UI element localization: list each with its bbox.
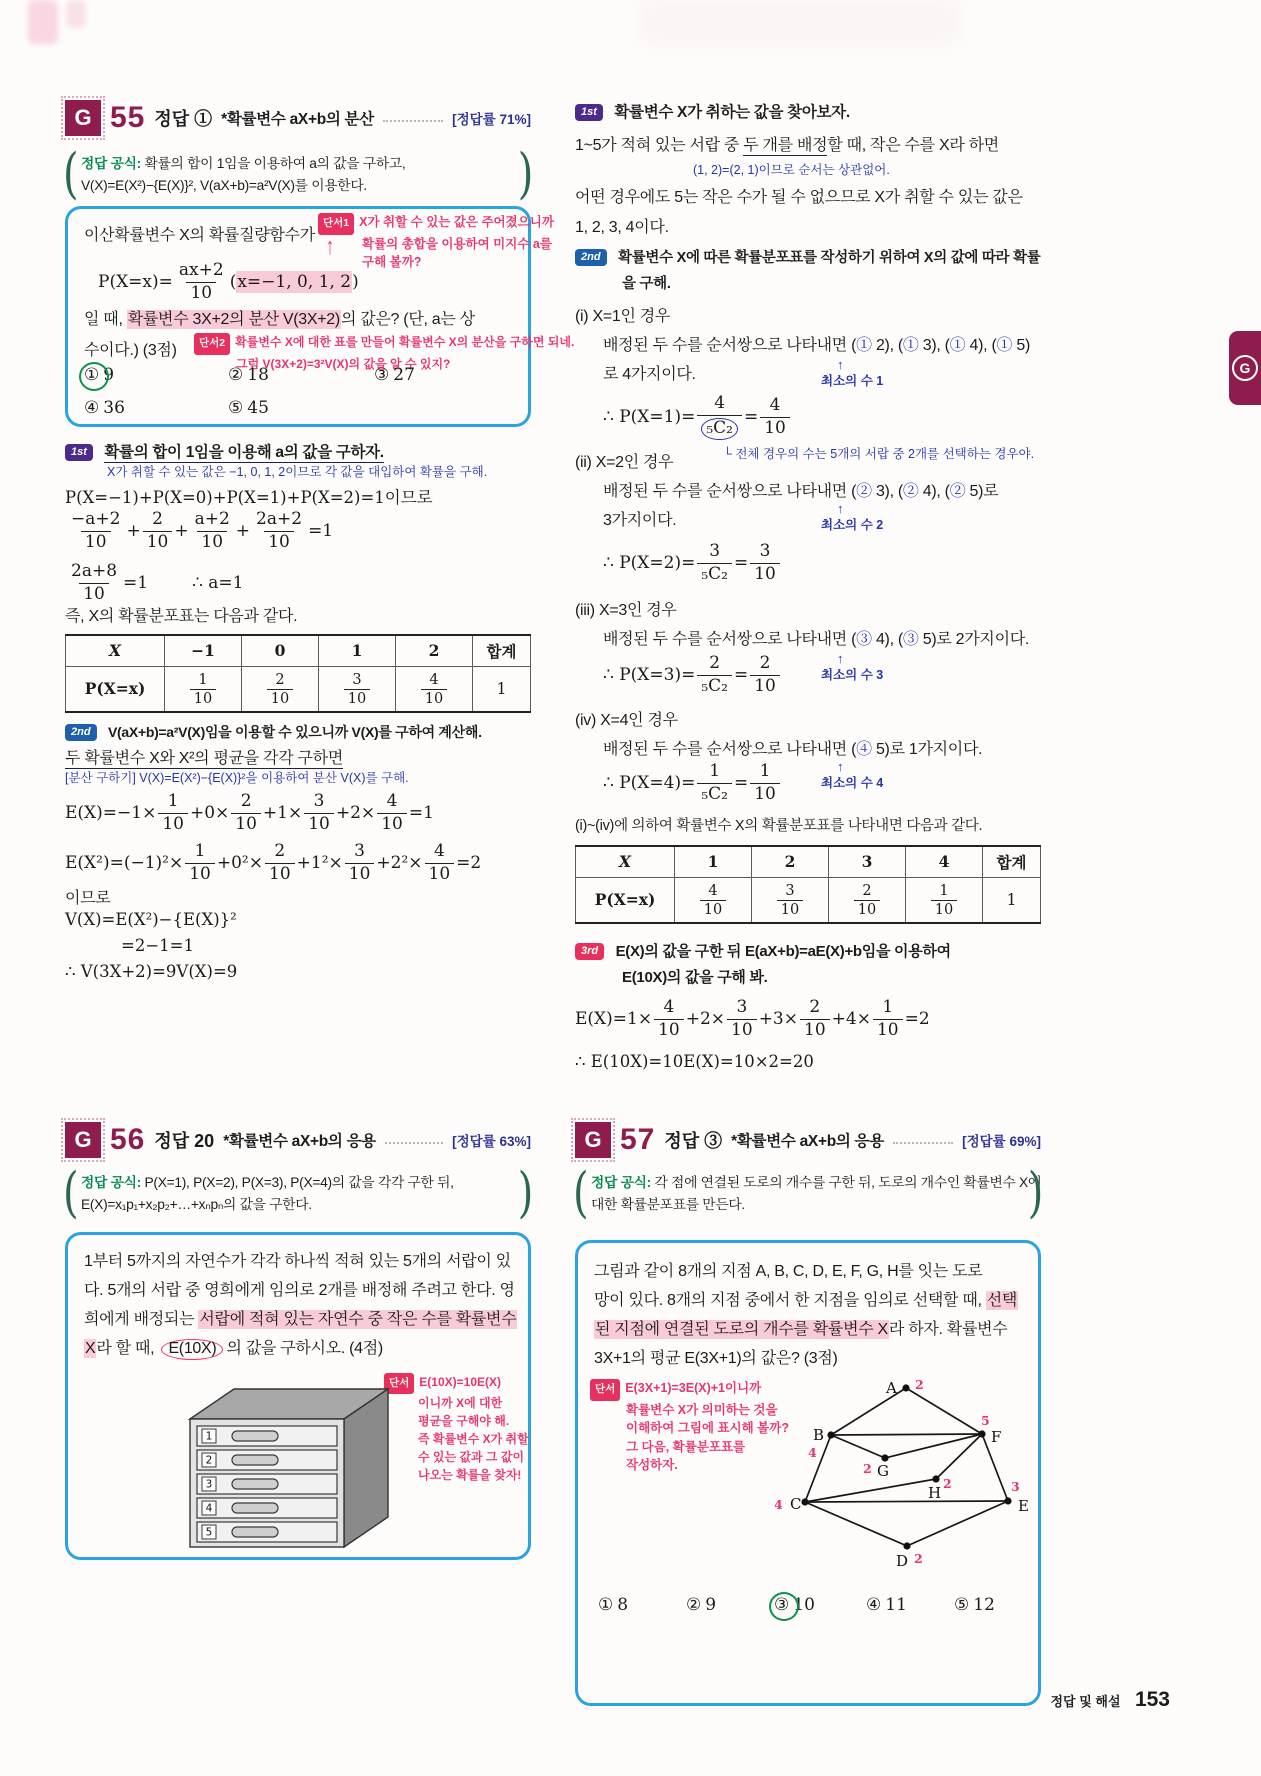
section-tab-g [1229,331,1261,405]
vertex-label: B [813,1426,825,1444]
case-text [603,625,1029,654]
solution-text: 즉, X의 확률분포표는 다음과 같다. [65,608,298,625]
text-run: ③ [856,631,872,648]
step3-heading: 3rd E(X)의 값을 구한 뒤 E(aX+b)=aE(X)+b임을 이용하여 [575,940,951,962]
equation: ∴ E(10X)=10E(X)=10×2=20 [575,1052,814,1071]
fraction: $\frac{4}{10}$ [760,396,790,438]
step2-badge: 2nd [65,724,97,741]
hint-badge: 단서1 [318,213,354,235]
step2-heading: 2nd 확률변수 X에 따른 확률분포표를 작성하기 위하여 X의 값에 따라 확률 [575,246,1040,268]
fraction: $\frac{3}{10}$ [727,998,757,1040]
fraction: $\frac{4}{10}$ [421,672,447,708]
fraction: $\frac{4}{10}$ [425,842,455,884]
road-edge [831,1435,885,1458]
text-run: 5)로 [965,483,999,500]
min-number-note: ↑ 최소의 수 4 [821,760,883,791]
text-run: ④ [856,741,872,758]
problem-number: 56 [110,1123,146,1156]
fraction: $\frac{2}{10}$ [265,842,295,884]
text-run: E(X²)=(−1)²× [65,853,184,874]
step1-badge: 1st [65,444,93,461]
step1-badge: 1st [575,104,603,121]
case-text [603,331,1030,360]
drawer-handle [232,1479,278,1489]
text-run: 희에게 배정되는 [84,1311,199,1328]
text-run: 4), ( [965,337,997,354]
text-run: +1× [262,803,303,824]
text-run: ② [856,483,872,500]
probability-sum-line: P(X=−1)+P(X=0)+P(X=1)+P(X=2)=1이므로 [65,488,433,507]
text-run: E(X)=−1× [65,803,157,824]
text-run: ③ [902,631,919,648]
print-bleed-smudge [28,0,58,44]
choice-2: ② 18 [228,365,269,385]
fraction: $\frac{2}{\text{₅C₂}}$ [697,654,732,696]
answer-formula-box [65,151,531,199]
correct-rate: [정답률 71%] [452,112,531,127]
solution-note: X가 취할 수 있는 값은 −1, 0, 1, 2이므로 각 값을 대입하여 확률을 구해. [107,465,488,479]
fraction: $\frac{2}{10}$ [750,654,780,696]
case-text: 로 4가지이다. [603,366,696,383]
text-run: ∴ a=1 [192,573,244,594]
problem-text [84,1334,383,1363]
combination-note: └ 전체 경우의 수는 5개의 서랍 중 2개를 선택하는 경우야. [723,447,1035,461]
min-number-note: ↑ 최소의 수 2 [821,502,883,533]
formula-text: 각 점에 연결된 도로의 개수를 구한 뒤, 도로의 개수인 확률변수 X에 [654,1175,1041,1190]
topic-title: *확률변수 aX+b의 응용 [223,1133,376,1150]
fraction: −a+2 10 [71,509,121,552]
fraction: $\frac{2a+2}{10}$ [256,509,303,552]
fraction: $\frac{1}{10}$ [750,762,780,804]
fraction: $\frac{4}{10}$ [700,883,726,919]
hint-annotation: 단서 E(10X)=10E(X) 이니까 X에 대한 평균을 구해야 해. 즉 확률변수 X가 취할 수 있는 값과 그 값이 나오는 확률을 찾자! [384,1373,529,1484]
formula-text: V(X)=E(X²)−{E(X)}², V(aX+b)=a²V(X)를 이용한다. [81,178,367,193]
formula-text: E(X)=x₁p₁+x₂p₂+…+xₙpₙ의 값을 구한다. [81,1197,312,1212]
text-run: 선택 [986,1292,1018,1309]
formula-text: 확률의 합이 1임을 이용하여 a의 값을 구하고, [144,156,406,171]
text-run: P(X=x)= [98,272,173,293]
choice-4: ④ 11 [866,1595,907,1615]
text-run: x=−1, 0, 1, 2 [237,272,352,293]
step3-badge: 3rd [575,943,604,960]
step3-heading-cont: E(10X)의 값을 구해 봐. [622,969,768,986]
page-footer [960,1688,1170,1712]
junction-F [978,1430,985,1437]
step2-heading: 2nd V(aX+b)=a²V(X)임을 이용할 수 있으니까 V(X)를 구하여 계산해. [65,722,482,743]
topic-title: *확률변수 aX+b의 분산 [221,111,374,128]
case-heading: (iv) X=4인 경우 [575,712,678,729]
equation [65,510,333,552]
text-run: = [733,665,749,686]
case-text [603,735,982,764]
correct-rate: [정답률 63%] [452,1134,531,1149]
vertex-label: F [991,1428,1002,1446]
section-letter-badge: G [65,1122,101,1158]
text-run: +2× [335,803,376,824]
choice-4: ④ 36 [84,398,125,418]
fraction: $\frac{4}{10}$ [377,792,407,834]
text-run: X [85,1340,96,1357]
print-bleed-smudge [66,0,86,28]
text-run: 3), ( [871,483,903,500]
junction-D [903,1542,910,1549]
problem-56-header [65,1122,531,1158]
equation [65,792,434,834]
text-run: 할 때, 작은 수를 X라 하면 [827,137,999,154]
junction-B [827,1431,834,1438]
solution-text: (i)~(iv)에 의하여 확률변수 X의 확률분포표를 나타내면 다음과 같다. [575,818,983,834]
text-run: + [235,521,251,542]
fraction: $\frac{2}{10}$ [267,672,293,708]
answer-label: 정답 ① [154,109,213,129]
solution-note: [분산 구하기] V(X)=E(X²)−{E(X)}²을 이용하여 분산 V(X)를 구해. [65,771,409,785]
fraction: $\frac{ax+2}{10}$ [178,260,224,303]
answer-label: 정답 20 [154,1131,215,1151]
distribution-table-55: X −1 0 1 2 합계 P(X=x) $\frac{1}{10}$ $\frac{2}{10}$ $\frac{3}{10}$ $\frac{4}{10}$ 1 [65,634,531,713]
min-number-note: ↑ 최소의 수 3 [821,652,883,683]
text-run: =2 [456,853,482,874]
equation: ∴ V(3X+2)=9V(X)=9 [65,962,238,981]
case-heading: (ii) X=2인 경우 [575,454,674,471]
text-run: ① [902,337,919,354]
text-run: ∴ P(X=2)= [603,553,696,574]
text-run: 3), ( [918,337,950,354]
problem-text: 다. 5개의 서랍 중 영희에게 임의로 2개를 배정해 주려고 한다. 영 [84,1282,515,1299]
choice-1: ① 8 [598,1595,629,1615]
road-edge [936,1434,982,1479]
text-run: E(10X) [161,1339,223,1360]
vertex-label: G [877,1462,889,1480]
hint2-annotation: 단서2 확률변수 X에 대한 표를 만들어 확률변수 X의 분산을 구하면 되네. 그럼 V(3X+2)=3²V(X)의 값을 알 수 있지? [194,333,574,373]
text-run: +2²× [376,853,423,874]
text-run: 서랍에 적혀 있는 자연수 중 작은 수를 확률변수 [199,1311,517,1328]
problem-55-box [65,206,575,427]
drawer-handle [232,1527,278,1537]
fraction: $\frac{2}{10}$ [854,883,880,919]
problem-text: 수이다.) (3점) [84,342,177,359]
choice-5: ⑤ 45 [228,398,269,418]
case-heading: (iii) X=3인 경우 [575,602,677,619]
text-run: ① [856,337,872,354]
text-run: 된 지점에 연결된 도로의 개수를 확률변수 X [595,1321,888,1338]
text-run: 배정된 두 수를 순서쌍으로 나타내면 ( [603,741,857,758]
fraction: $\frac{a+2}{10}$ [194,509,230,552]
text-run: ① [996,337,1013,354]
text-run: +2× [685,1009,726,1030]
problem-55-header [65,100,531,136]
fraction: $\frac{2a+8}{10}$ [71,561,118,604]
text-run: =1 [123,573,149,594]
text-run: 배정된 두 수를 순서쌍으로 나타내면 ( [603,631,857,648]
road-edge [805,1502,907,1546]
text-run: E(X)=1× [575,1009,653,1030]
text-run: +3× [758,1009,798,1030]
equation [65,562,244,604]
dotted-leader [893,1137,953,1144]
footer-section-label: 정답 및 해설 [1050,1694,1121,1709]
step1-heading: 1st 확률의 합이 1임을 이용해 a의 값을 구하자. [65,440,384,463]
hint-badge: 단서 [590,1379,620,1401]
problem-text [594,1286,1018,1315]
problem-number: 55 [110,101,146,134]
solution-text [575,131,999,160]
text-run: 2), ( [871,337,903,354]
problem-56-box [65,1232,531,1560]
step2-badge: 2nd [575,249,607,266]
probability-equation [603,654,782,696]
section-letter-badge: G [575,1122,611,1158]
text-run: ② [949,483,966,500]
answer-label: 정답 ③ [664,1131,723,1151]
text-run: 의 값을 구하시오. (4점) [226,1340,383,1357]
problem-text: 이산확률변수 X의 확률질량함수가 [84,227,315,244]
fraction: $\frac{3}{10}$ [344,672,370,708]
step2-heading-cont: 을 구해. [622,276,671,292]
choice-3: ③ 27 [374,365,415,385]
problem-text [84,1305,517,1334]
distribution-table-56: X 1 2 3 4 합계 P(X=x) $\frac{4}{10}$ $\frac{3}{10}$ $\frac{2}{10}$ $\frac{1}{10}$ 1 [575,845,1041,924]
text-run: 라 하자. 확률변수 [888,1321,1008,1338]
equation [575,998,930,1040]
text-run: = [733,553,749,574]
text-run: ) [352,272,359,293]
vertex-label: C [790,1495,802,1513]
problem-57-header [575,1122,1041,1158]
hint-annotation: 단서 E(3X+1)=3E(X)+1이니까 확률변수 X가 의미하는 것을 이해하여 그림에 표시해 볼까? 그 다음, 확률분포표를 작성하자. [590,1379,789,1475]
text-run: + [174,521,189,542]
formula-text: P(X=1), P(X=2), P(X=3), P(X=4)의 값을 각각 구한 뒤, [144,1175,454,1190]
choice-1: ① 9 [84,365,115,385]
text-run: 5)로 1가지이다. [871,741,983,758]
vertex-label: A [886,1379,897,1397]
equation: =2−1=1 [121,936,194,955]
probability-equation [603,762,782,804]
solution-text: 1, 2, 3, 4이다. [575,219,669,236]
road-network-diagram [746,1367,1038,1579]
road-edge [805,1501,1008,1502]
fraction: $\frac{3}{10}$ [304,792,334,834]
hint-badge: 단서2 [194,333,230,355]
fraction: $\frac{2}{10}$ [231,792,261,834]
text-run: +0²× [216,853,263,874]
section-tab-letter: G [1232,355,1258,381]
choice-2: ② 9 [686,1595,717,1615]
topic-title: *확률변수 aX+b의 응용 [731,1133,884,1150]
text-run: +0× [189,803,230,824]
fraction: $\frac{3}{10}$ [345,842,375,884]
problem-text [594,1315,1007,1344]
drawer-number: 2 [205,1454,213,1467]
pmf-equation [98,261,359,303]
text-run: =1 [408,803,434,824]
case-text: 3가지이다. [603,512,677,529]
road-edge [885,1434,982,1458]
solution-text: 어떤 경우에도 5는 작은 수가 될 수 없으므로 X가 취할 수 있는 값은 [575,189,1023,206]
probability-equation [603,394,792,440]
degree-label: 5 [981,1413,990,1428]
section-letter-badge: G [65,100,101,136]
choice-3: ③ 10 [774,1595,815,1615]
text-run: 라 할 때, [96,1340,159,1357]
problem-text: 1부터 5까지의 자연수가 각각 하나씩 적혀 있는 5개의 서랍이 있 [84,1253,511,1270]
drawer-cabinet-illustration [170,1381,405,1553]
text-run: 4), ( [871,631,903,648]
junction-A [902,1384,909,1391]
equation: V(X)=E(X²)−{E(X)}² [65,910,237,929]
fraction: $\frac{1}{10}$ [185,842,215,884]
drawer-handle [232,1455,278,1465]
drawer-handle [232,1431,278,1441]
degree-label: 2 [943,1476,952,1491]
fraction: $\frac{1}{10}$ [931,883,957,919]
text-run: ② [902,483,919,500]
road-edge [906,1388,982,1434]
dotted-leader [385,1137,443,1144]
vertex-label: E [1018,1497,1029,1515]
text-run: 1~5가 적혀 있는 서랍 중 [575,137,744,154]
text-run: +4× [831,1009,871,1030]
junction-H [932,1475,939,1482]
text-run: ∴ P(X=4)= [603,773,696,794]
formula-label: 정답 공식: [81,156,141,171]
road-edge [907,1501,1008,1546]
hint1-annotation: 단서1 X가 취할 수 있는 값은 주어졌으니까 확률의 총합을 이용하여 미지수 a를 구해 볼까? [318,213,554,272]
problem-text: 그림과 같이 8개의 지점 A, B, C, D, E, F, G, H를 잇는 도로 [594,1263,983,1280]
text-run: 배정된 두 수를 순서쌍으로 나타내면 ( [603,483,857,500]
probability-equation [603,542,782,584]
fraction: $\frac{4}{10}$ [654,998,684,1040]
fraction: $\frac{3}{10}$ [750,542,780,584]
problem-text [84,305,475,334]
text-run: 배정된 두 수를 순서쌍으로 나타내면 ( [603,337,857,354]
junction-E [1004,1497,1011,1504]
text-run: 의 값은? (단, a는 상 [340,311,475,328]
degree-label: 2 [914,1551,923,1566]
fraction: $\frac{3}{10}$ [777,883,803,919]
up-arrow-icon: ↑ [326,234,334,260]
case-text [603,477,998,506]
answer-formula-box [575,1170,1041,1218]
text-run: ( [229,272,237,293]
drawer-number: 1 [205,1430,213,1443]
formula-label: 정답 공식: [591,1175,651,1190]
step1-heading: 1st 확률변수 X가 취하는 값을 찾아보자. [575,100,850,123]
solution-note: (1, 2)=(2, 1)이므로 순서는 상관없어. [693,163,890,177]
road-edge [831,1434,982,1435]
fraction: $\frac{1}{10}$ [190,672,216,708]
text-run: 5)로 2가지이다. [918,631,1030,648]
drawer-number: 5 [205,1526,213,1539]
text-run: 4), ( [918,483,950,500]
fraction: $\frac{1}{\text{₅C₂}}$ [697,762,732,804]
print-bleed-smudge [640,0,960,46]
dotted-leader [383,115,443,122]
page-number: 153 [1134,1688,1170,1711]
text-run: = [743,407,759,428]
fraction: $\frac{1}{10}$ [873,998,903,1040]
answer-formula-box [65,1170,531,1218]
junction-C [801,1498,808,1505]
text-run: = [733,773,749,794]
junction-G [881,1454,888,1461]
text-run: + [126,521,141,542]
choice-5: ⑤ 12 [954,1595,995,1615]
text-run: =1 [308,521,334,542]
problem-number: 57 [620,1123,656,1156]
drawer-number: 4 [205,1502,213,1515]
correct-rate: [정답률 69%] [962,1134,1041,1149]
equation [65,842,481,884]
fraction: $\frac{4}{\text{₅C₂}}$ [697,394,742,440]
degree-label: 4 [808,1445,817,1460]
hint-badge: 단서 [384,1373,414,1394]
degree-label: 3 [1011,1479,1020,1494]
problem-57-box [575,1240,1041,1706]
drawer-handle [232,1503,278,1513]
drawer-number: 3 [205,1478,213,1491]
vertex-label: H [928,1484,942,1502]
min-number-note: ↑ 최소의 수 1 [821,358,883,389]
text-run: 망이 있다. 8개의 지점 중에서 한 지점을 임의로 선택할 때, [594,1292,986,1309]
fraction: $\frac{2}{10}$ [800,998,830,1040]
text-run: 일 때, [84,311,127,328]
fraction: $\frac{1}{10}$ [158,792,188,834]
solution-text: 두 확률변수 X와 X²의 평균을 각각 구하면 [65,750,343,767]
text-run: 확률변수 3X+2의 분산 V(3X+2) [127,311,340,328]
solution-text: 이므로 [65,890,111,907]
formula-text: 대한 확률분포표를 만든다. [591,1197,745,1212]
text-run: ① [949,337,966,354]
degree-label: 2 [915,1377,924,1392]
vertex-label: D [896,1552,909,1570]
text-run: 두 개를 배정 [743,137,828,154]
text-run: ∴ P(X=1)= [603,407,696,428]
problem-text: 3X+1의 평균 E(3X+1)의 값은? (3점) [594,1350,838,1367]
text-run: ∴ P(X=3)= [603,665,696,686]
formula-label: 정답 공식: [81,1175,141,1190]
fraction: $\frac{3}{\text{₅C₂}}$ [697,542,732,584]
text-run: +1²× [296,853,343,874]
fraction: $\frac{2}{10}$ [143,510,173,552]
text-run: =2 [904,1009,930,1030]
case-heading: (i) X=1인 경우 [575,308,671,325]
road-edge [805,1479,936,1502]
degree-label: 2 [863,1461,872,1476]
degree-label: 4 [774,1497,783,1512]
text-run: 5) [1012,337,1030,354]
